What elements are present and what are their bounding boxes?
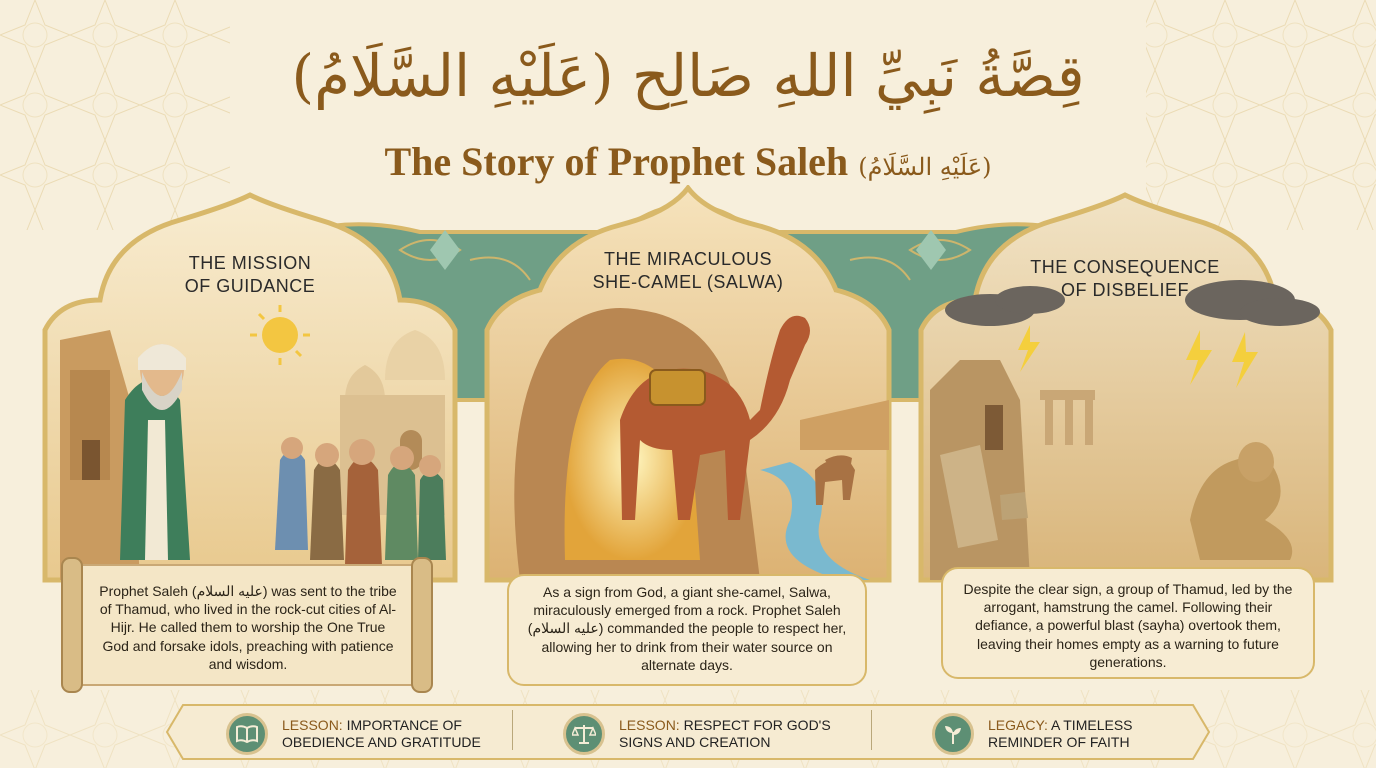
- lesson-key-2: LESSON:: [619, 716, 680, 733]
- panel-title-consequence: [1010, 256, 1240, 301]
- arabic-title: قِصَّةُ نَبِيِّ اللهِ صَالِح (عَلَيْهِ السَّلَامُ): [291, 42, 1085, 110]
- lesson-line2-3: REMINDER OF FAITH: [988, 734, 1130, 750]
- lesson-line1-2: RESPECT FOR GOD'S: [683, 716, 831, 733]
- scales-icon: [563, 713, 605, 755]
- caption-consequence: Despite the clear sign, a group of Thamud, led by the arrogant, hamstrung the camel. Following their defiance, a powerful blast (sayha) overtook them, leaving their homes empty as a warning to future generations.: [963, 581, 1293, 670]
- panel-title-camel-line1: THE MIRACULOUS: [603, 249, 772, 269]
- english-title-text: The Story of Prophet Saleh: [384, 139, 849, 184]
- lesson-item-2: [563, 713, 831, 755]
- lesson-item-1: [226, 713, 481, 755]
- panel-title-mission: [150, 252, 350, 297]
- lesson-text-3: [988, 717, 1133, 752]
- panel-title-mission-line2: OF GUIDANCE: [184, 275, 316, 296]
- panel-title-consequence-line1: THE CONSEQUENCE: [1030, 257, 1220, 277]
- lesson-item-3: [932, 713, 1133, 755]
- caption-camel: As a sign from God, a giant she-camel, Salwa, miraculously emerged from a rock. Prophet Saleh (عليه السلام) commanded the people to respect her, allowing her to drink from their water source on alternate days.: [527, 584, 847, 673]
- lesson-line2-2: SIGNS AND CREATION: [619, 734, 771, 750]
- lesson-key-3: LEGACY:: [988, 716, 1048, 733]
- lesson-text-1: [282, 717, 481, 752]
- sprout-icon: [932, 713, 974, 755]
- lesson-divider-2: [871, 710, 872, 750]
- lesson-text-2: [619, 717, 831, 752]
- caption-mission: Prophet Saleh (عليه السلام) was sent to the tribe of Thamud, who lived in the rock-cut cities of Al-Hijr. He called them to worship the One True God and forsake idols, preaching with patience and wisdom.: [99, 583, 397, 672]
- book-icon: [226, 713, 268, 755]
- lesson-line2-1: OBEDIENCE AND GRATITUDE: [282, 734, 481, 750]
- lesson-divider-1: [512, 710, 513, 750]
- lesson-line1-1: IMPORTANCE OF: [346, 716, 462, 733]
- panel-title-camel-line2: SHE-CAMEL (SALWA): [592, 271, 784, 292]
- lesson-line1-3: A TIMELESS: [1051, 716, 1133, 733]
- panel-title-camel: [560, 248, 816, 293]
- lesson-key-1: LESSON:: [282, 716, 343, 733]
- english-title: [0, 138, 1376, 185]
- english-title-honorific: (عَلَيْهِ السَّلَامُ): [858, 153, 992, 181]
- panel-title-mission-line1: THE MISSION: [188, 253, 312, 273]
- panel-title-consequence-line2: OF DISBELIEF: [1060, 279, 1190, 300]
